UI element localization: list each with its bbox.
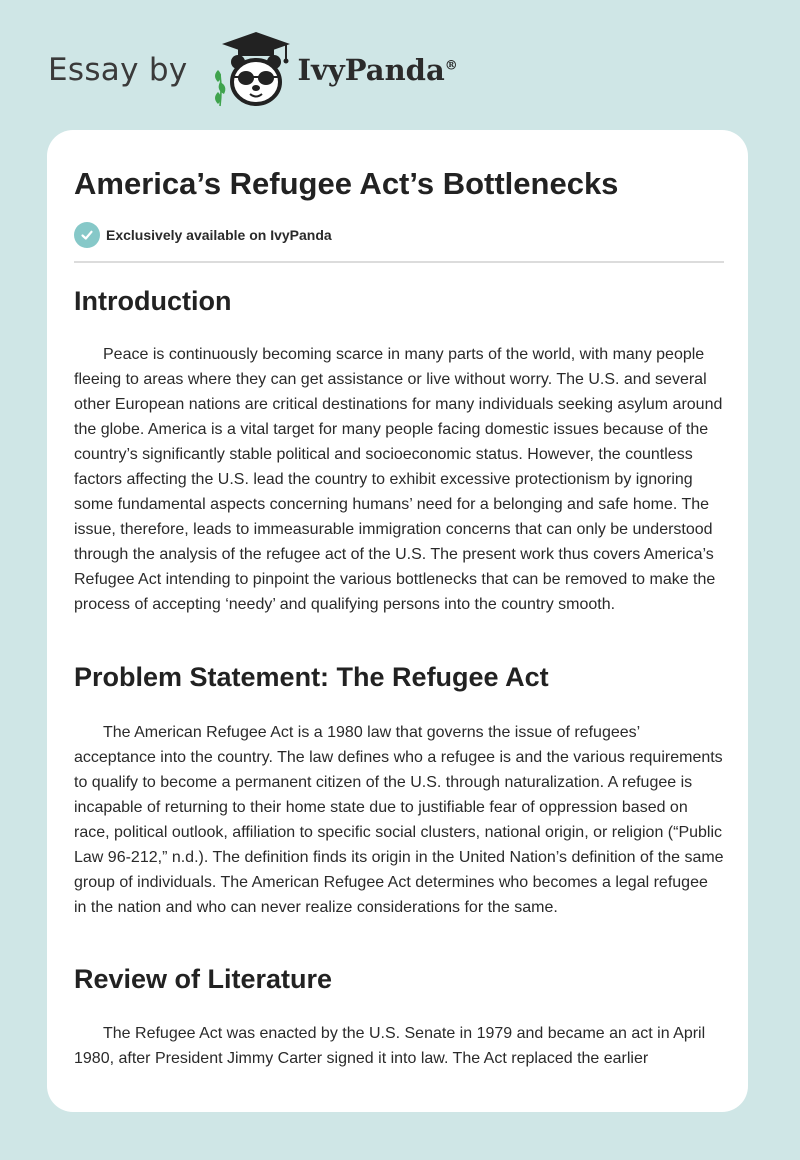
section-heading-introduction: Introduction	[74, 286, 232, 316]
section-text-problem-statement: The American Refugee Act is a 1980 law that governs the issue of refugees’ acceptance into the country. The law defines who a refugee is and the various requirements to qualify to become a permanent citizen of the U.S. through naturalization. A refugee is incapable of returning to their home state due to justifiable fear of oppression based on race, political outlook, affiliation to specific social clusters, national origin, or religion (“Public Law 96-212,” n.d.). The definition finds its origin in the United Nation’s definition of the same group of individuals. The American Refugee Act determines who becomes a legal refugee in the nation and who can never realize considerations for the same.	[74, 724, 724, 916]
section-text-introduction: Peace is continuously becoming scarce in many parts of the world, with many people fleeing to areas where they can get assistance or live without worry. The U.S. and several other European nations are critical destinations for many individuals seeking asylum around the globe. America is a vital target for many people facing domestic issues because of the country’s significantly stable political and socioeconomic status. However, the countless factors affecting the U.S. lead the country to exhibit excessive protectionism by ignoring some fundamental aspects concerning humans’ need for a belonging and safe home. The issue, therefore, leads to immeasurable immigration concerns that can only be understood through the analysis of the refugee act of the U.S. The present work thus covers America’s Refugee Act intending to pinpoint the various bottlenecks that can be removed to make the process of accepting ‘needy’ and qualifying persons into the country smooth.	[74, 346, 723, 613]
check-icon	[74, 222, 100, 248]
essay-card	[47, 130, 748, 1112]
registered-mark: ®	[444, 58, 458, 74]
badge-text: Exclusively available on IvyPanda	[106, 227, 332, 243]
section-text-review-of-literature: The Refugee Act was enacted by the U.S. Senate in 1979 and became an act in April 1980, after President Jimmy Carter signed it into law. The Act replaced the earlier	[74, 1025, 706, 1067]
section-heading-review-of-literature: Review of Literature	[74, 964, 333, 994]
divider	[74, 261, 724, 263]
exclusive-badge	[74, 222, 332, 248]
brand-name: IvyPanda®	[297, 53, 458, 87]
essay-title: America’s Refugee Act’s Bottlenecks	[74, 166, 619, 201]
brand-header	[48, 30, 458, 110]
brand-prefix: Essay by	[48, 52, 188, 88]
panda-logo-icon	[204, 30, 294, 110]
section-heading-problem-statement: Problem Statement: The Refugee Act	[74, 662, 549, 692]
